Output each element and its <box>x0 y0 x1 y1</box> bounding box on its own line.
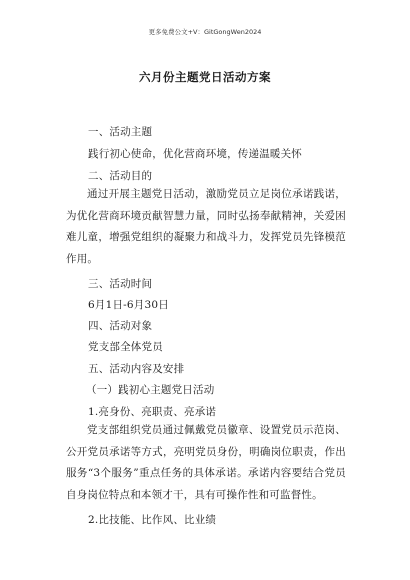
section-heading-target: 四、活动对象 <box>88 320 153 332</box>
section-heading-content: 五、活动内容及安排 <box>88 363 185 375</box>
item-heading-2: 2.比技能、比作风、比业绩 <box>88 514 217 526</box>
item-1-paragraph: 党支部组织党员通过佩戴党员徽章、设置党员示范岗、公开党员承诺等方式，亮明党员身份，明确岗位职责，作出服务“3个服务”重点任务的具体承诺。承诺内容要结合党员自身岗位特点和本领才干，具有可操作性和可监督性。 <box>66 424 346 501</box>
section-heading-time: 三、活动时间 <box>88 278 153 290</box>
time-text: 6月1日-6月30日 <box>88 299 169 311</box>
subsection-heading: （一）践初心主题党日活动 <box>86 384 215 396</box>
theme-text: 践行初心使命，优化营商环境，传递温暖关怀 <box>88 148 302 160</box>
section-heading-purpose: 二、活动目的 <box>88 170 153 182</box>
header-note: 更多免费公文+V：GitGongWen2024 <box>148 28 262 36</box>
item-heading-1: 1.亮身份、亮职责、亮承诺 <box>88 406 217 418</box>
document-title: 六月份主题党日活动方案 <box>139 70 271 84</box>
target-text: 党支部全体党员 <box>88 341 163 353</box>
purpose-paragraph: 通过开展主题党日活动，激励党员立足岗位承诺践诺，为优化营商环境贡献智慧力量，同时弘扬奉献精神，关爱困难儿童，增强党组织的凝聚力和战斗力，发挥党员先锋模范作用。 <box>66 188 346 265</box>
section-heading-theme: 一、活动主题 <box>88 126 153 138</box>
